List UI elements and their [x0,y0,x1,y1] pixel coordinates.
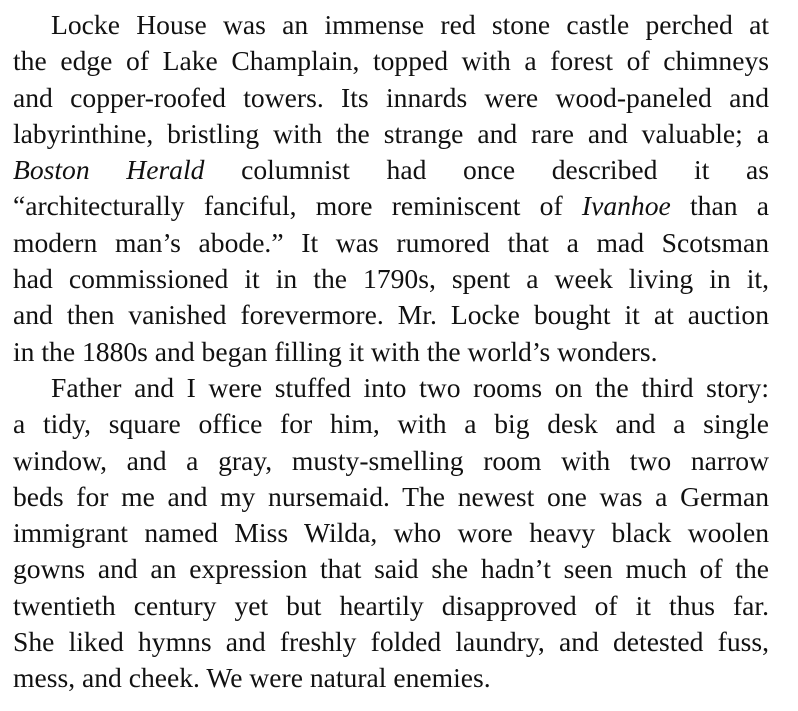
paragraph-1 [13,7,769,370]
text-line [13,152,769,188]
text-line [13,297,769,333]
italic-title: Ivanhoe [581,190,671,222]
text-line [13,551,769,587]
line-text: window, and a gray, musty-smelling room with two narrow [13,444,769,476]
line-text: and copper-roofed towers. Its innards were wood-paneled and [13,81,769,113]
text-line [13,443,769,479]
text-line [13,479,769,515]
line-text: twentieth century yet but heartily disapproved of it thus far. [13,589,769,621]
line-text: and then vanished forevermore. Mr. Locke bought it at auction [13,299,769,331]
line-text: labyrinthine, bristling with the strange and rare and valuable; a [13,117,769,149]
book-page [13,7,769,697]
line-text: beds for me and my nursemaid. The newest one was a German [13,480,769,512]
line-text: gowns and an expression that said she hadn’t seen much of the [13,553,769,585]
line-text: the edge of Lake Champlain, topped with a forest of chimneys [13,45,769,77]
text-line [13,624,769,660]
line-text: She liked hymns and freshly folded laundry, and detested fuss, [13,626,769,658]
text-line [13,334,769,370]
text-line [13,116,769,152]
line-text: columnist had once described it as [204,154,769,186]
italic-title: Boston Herald [13,154,205,186]
line-text: a tidy, square office for him, with a big desk and a single [13,408,769,440]
text-line [13,660,769,696]
line-text: mess, and cheek. We were natural enemies. [13,662,491,694]
text-line [13,80,769,116]
text-line [13,370,769,406]
line-text: Father and I were stuffed into two rooms on the third story: [51,371,769,403]
text-line [13,588,769,624]
text-line [13,515,769,551]
line-text: “architecturally fanciful, more reminiscent of [13,190,582,222]
text-line [13,7,769,43]
paragraph-2 [13,370,769,697]
line-text: immigrant named Miss Wilda, who wore heavy black woolen [13,517,769,549]
line-text: Locke House was an immense red stone castle perched at [51,9,769,40]
line-text: in the 1880s and began filling it with the world’s wonders. [13,335,658,367]
text-line [13,188,769,224]
text-line [13,406,769,442]
line-text: modern man’s abode.” It was rumored that a mad Scotsman [13,226,769,258]
line-text: had commissioned it in the 1790s, spent a week living in it, [13,263,769,295]
text-line [13,225,769,261]
text-line [13,261,769,297]
line-text: than a [670,190,769,222]
text-line [13,43,769,79]
